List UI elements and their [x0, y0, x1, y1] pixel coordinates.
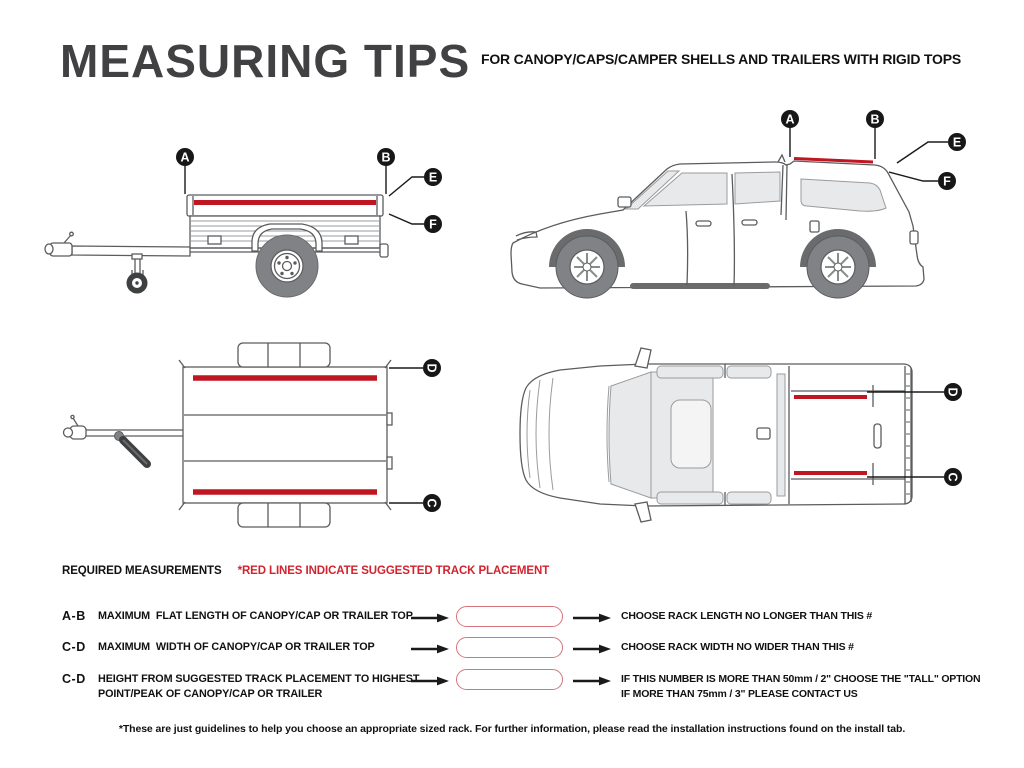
measurement-description: [98, 669, 420, 702]
svg-text:D: D: [945, 387, 960, 397]
page-title: MEASURING TIPS: [60, 35, 471, 87]
svg-text:E: E: [952, 135, 962, 150]
arrow-right-icon: [404, 606, 456, 623]
measurement-row-ab: [62, 606, 1012, 627]
measurement-result: [621, 669, 1012, 702]
arrow-right-icon: [404, 669, 456, 686]
truck-side-view-diagram: [480, 95, 990, 325]
arrow-right-icon: [563, 669, 621, 686]
trailer-box-top: [179, 360, 392, 510]
marker-c: [423, 494, 441, 512]
trailer-side-view-drawing: [40, 120, 460, 320]
page-subtitle: FOR CANOPY/CAPS/CAMPER SHELLS AND TRAILERS WITH RIGID TOPS: [481, 51, 961, 67]
measurement-description-line2: POINT/PEAK OF CANOPY/CAP OR TRAILER: [98, 688, 323, 700]
marker-e: [424, 168, 442, 186]
guidelines-footnote: *These are just guidelines to help you choose an appropriate sized rack. For further information, please read the installation instructions found on the install tab.: [118, 723, 906, 735]
measurement-description: [98, 606, 413, 624]
marker-f: [938, 172, 956, 190]
marker-d: [423, 359, 441, 377]
measurement-input[interactable]: [456, 606, 563, 627]
arrow-right-icon: [563, 606, 621, 623]
sunroof: [671, 400, 711, 468]
truck-rear-wheel: [807, 236, 869, 298]
arrow-right-icon: [404, 637, 456, 654]
measurement-id: A-B: [62, 609, 86, 623]
truck-top-view-drawing: [505, 340, 985, 540]
measurement-input[interactable]: [456, 669, 563, 690]
measurement-description-line1: MAXIMUM WIDTH OF CANOPY/CAP OR TRAILER TOP: [98, 641, 375, 653]
measurement-description-line1: HEIGHT FROM SUGGESTED TRACK PLACEMENT TO HIGHEST: [98, 673, 420, 685]
trailer-drawbar-top: [64, 415, 184, 464]
trailer-top-view-diagram: [60, 335, 460, 545]
red-lines-note: *RED LINES INDICATE SUGGESTED TRACK PLACEMENT: [237, 565, 550, 577]
svg-text:D: D: [424, 363, 439, 373]
measurement-result: [621, 606, 1012, 624]
measurement-result-line1: IF THIS NUMBER IS MORE THAN 50mm / 2" CHOOSE THE "TALL" OPTION: [621, 673, 981, 685]
measurement-id: C-D: [62, 640, 86, 654]
measurement-result-line2: IF MORE THAN 75mm / 3" PLEASE CONTACT US: [621, 688, 858, 700]
trailer-top-view-drawing: [60, 335, 460, 540]
svg-text:C: C: [424, 498, 439, 508]
svg-text:A: A: [785, 112, 795, 127]
windshield-top: [609, 372, 651, 498]
truck-top-view-diagram: [505, 340, 985, 545]
svg-text:B: B: [381, 150, 391, 165]
arrow-right-icon: [563, 637, 621, 654]
svg-text:F: F: [943, 174, 951, 189]
marker-e: [948, 133, 966, 151]
marker-c: [944, 468, 962, 486]
svg-text:B: B: [870, 112, 880, 127]
trailer-drawbar: [45, 232, 190, 256]
jockey-wheel: [127, 254, 148, 294]
marker-b: [866, 110, 884, 128]
trailer-wheel: [256, 235, 318, 297]
truck-body-top: [520, 364, 912, 506]
measurement-description-line1: MAXIMUM FLAT LENGTH OF CANOPY/CAP OR TRAILER TOP: [98, 610, 413, 622]
marker-a: [781, 110, 799, 128]
marker-a: [176, 148, 194, 166]
measurement-input[interactable]: [456, 637, 563, 658]
marker-d: [944, 383, 962, 401]
truck-side-view-drawing: [480, 95, 990, 320]
cab-rear-window: [777, 374, 785, 496]
marker-b: [377, 148, 395, 166]
svg-text:F: F: [429, 217, 437, 232]
measurement-row-cd-height: [62, 669, 1012, 702]
measurement-id: C-D: [62, 672, 86, 686]
measurement-result-line1: CHOOSE RACK LENGTH NO LONGER THAN THIS #: [621, 610, 873, 622]
svg-text:C: C: [945, 472, 960, 482]
svg-text:A: A: [180, 150, 190, 165]
required-measurements-label: REQUIRED MEASUREMENTS: [62, 565, 222, 577]
marker-f: [424, 215, 442, 233]
measurement-description: [98, 637, 404, 655]
measurement-result-line1: CHOOSE RACK WIDTH NO WIDER THAN THIS #: [621, 641, 854, 653]
svg-text:E: E: [428, 170, 438, 185]
measurements-legend: [62, 565, 549, 577]
trailer-side-view-diagram: [40, 120, 460, 325]
measurement-row-cd-width: [62, 637, 1012, 658]
truck-front-wheel: [556, 236, 618, 298]
measurement-result: [621, 637, 1012, 655]
